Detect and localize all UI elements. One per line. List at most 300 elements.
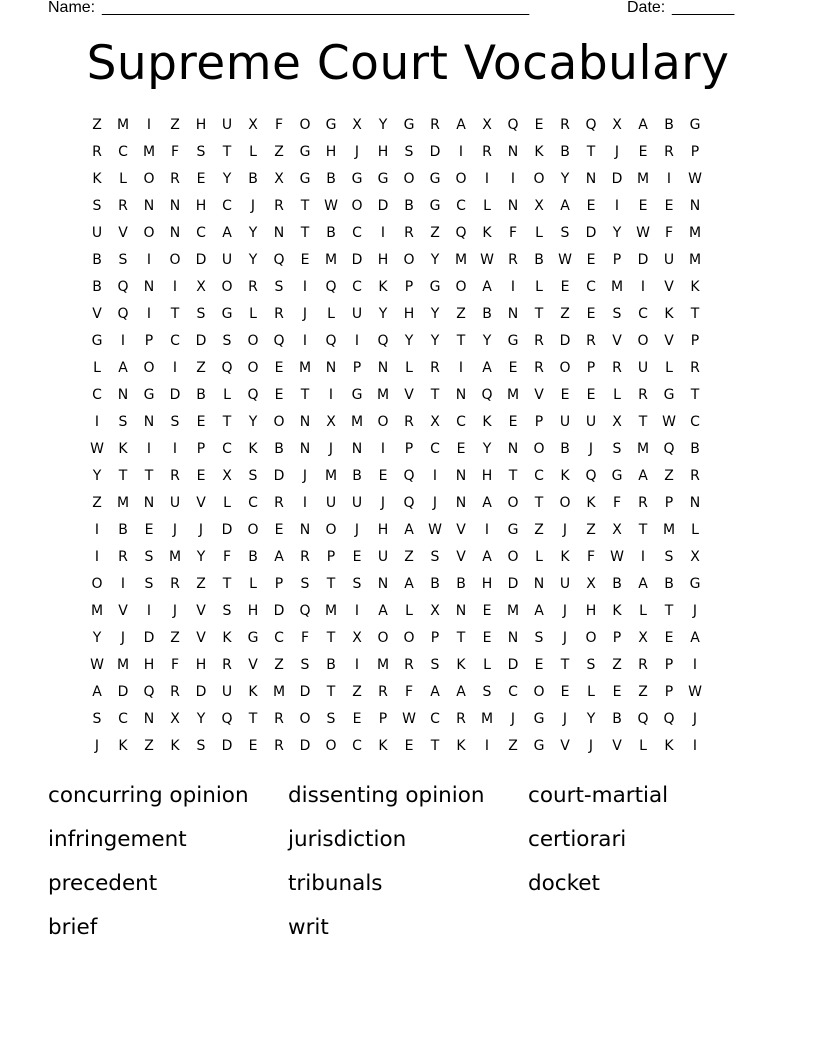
- grid-letter[interactable]: E: [144, 522, 154, 538]
- grid-letter[interactable]: L: [327, 306, 335, 322]
- grid-letter[interactable]: H: [195, 117, 207, 133]
- grid-letter[interactable]: U: [559, 414, 571, 430]
- grid-letter[interactable]: I: [640, 279, 646, 295]
- grid-letter[interactable]: P: [664, 495, 674, 511]
- grid-letter[interactable]: R: [118, 549, 128, 565]
- grid-letter[interactable]: T: [586, 144, 596, 160]
- grid-letter[interactable]: K: [612, 603, 622, 619]
- grid-letter[interactable]: N: [507, 441, 519, 457]
- grid-letter[interactable]: I: [302, 495, 308, 511]
- grid-letter[interactable]: V: [92, 306, 102, 322]
- grid-letter[interactable]: K: [248, 684, 258, 700]
- grid-letter[interactable]: X: [534, 198, 544, 214]
- grid-letter[interactable]: A: [638, 576, 648, 592]
- grid-letter[interactable]: R: [430, 360, 440, 376]
- grid-letter[interactable]: G: [689, 117, 701, 133]
- grid-letter[interactable]: V: [196, 495, 206, 511]
- grid-letter[interactable]: E: [664, 630, 674, 646]
- grid-letter[interactable]: Z: [144, 738, 154, 754]
- grid-letter[interactable]: I: [380, 225, 386, 241]
- grid-letter[interactable]: J: [510, 711, 516, 727]
- grid-letter[interactable]: M: [116, 495, 130, 511]
- grid-letter[interactable]: L: [483, 198, 491, 214]
- grid-letter[interactable]: M: [376, 387, 390, 403]
- grid-letter[interactable]: N: [507, 198, 519, 214]
- grid-letter[interactable]: B: [534, 252, 544, 268]
- grid-letter[interactable]: R: [664, 144, 674, 160]
- grid-letter[interactable]: Z: [456, 306, 466, 322]
- grid-letter[interactable]: L: [249, 306, 257, 322]
- grid-letter[interactable]: R: [586, 333, 596, 349]
- grid-letter[interactable]: B: [326, 225, 336, 241]
- grid-letter[interactable]: I: [94, 414, 100, 430]
- grid-letter[interactable]: M: [636, 441, 650, 457]
- grid-letter[interactable]: E: [482, 630, 492, 646]
- grid-letter[interactable]: E: [586, 198, 596, 214]
- grid-letter[interactable]: A: [560, 198, 570, 214]
- grid-letter[interactable]: P: [586, 360, 596, 376]
- grid-letter[interactable]: O: [455, 279, 467, 295]
- grid-letter[interactable]: S: [404, 144, 414, 160]
- grid-letter[interactable]: R: [534, 333, 544, 349]
- grid-letter[interactable]: I: [432, 468, 438, 484]
- grid-letter[interactable]: N: [299, 441, 311, 457]
- grid-letter[interactable]: P: [664, 684, 674, 700]
- grid-letter[interactable]: I: [94, 549, 100, 565]
- grid-letter[interactable]: E: [638, 198, 648, 214]
- grid-letter[interactable]: Z: [92, 495, 102, 511]
- grid-letter[interactable]: V: [118, 225, 128, 241]
- grid-letter[interactable]: P: [612, 252, 622, 268]
- grid-letter[interactable]: J: [380, 495, 386, 511]
- grid-letter[interactable]: U: [221, 117, 233, 133]
- grid-letter[interactable]: Z: [92, 117, 102, 133]
- grid-letter[interactable]: Y: [196, 711, 206, 727]
- grid-letter[interactable]: A: [222, 225, 232, 241]
- grid-letter[interactable]: W: [90, 657, 104, 673]
- grid-letter[interactable]: C: [196, 225, 206, 241]
- grid-letter[interactable]: M: [636, 171, 650, 187]
- grid-letter[interactable]: I: [146, 252, 152, 268]
- grid-letter[interactable]: R: [690, 468, 700, 484]
- grid-letter[interactable]: E: [300, 252, 310, 268]
- grid-letter[interactable]: W: [636, 225, 650, 241]
- grid-letter[interactable]: F: [508, 225, 518, 241]
- grid-letter[interactable]: C: [118, 144, 128, 160]
- grid-letter[interactable]: U: [91, 225, 103, 241]
- grid-letter[interactable]: V: [404, 387, 414, 403]
- grid-letter[interactable]: J: [562, 711, 568, 727]
- grid-letter[interactable]: O: [403, 252, 415, 268]
- grid-letter[interactable]: O: [377, 630, 389, 646]
- grid-letter[interactable]: M: [506, 603, 520, 619]
- grid-letter[interactable]: F: [664, 225, 674, 241]
- grid-letter[interactable]: F: [586, 549, 596, 565]
- grid-letter[interactable]: N: [117, 387, 129, 403]
- grid-letter[interactable]: E: [274, 522, 284, 538]
- grid-letter[interactable]: U: [325, 495, 337, 511]
- grid-letter[interactable]: T: [300, 225, 310, 241]
- grid-letter[interactable]: I: [146, 441, 152, 457]
- grid-letter[interactable]: G: [533, 738, 545, 754]
- grid-letter[interactable]: Z: [196, 576, 206, 592]
- grid-letter[interactable]: T: [326, 684, 336, 700]
- grid-letter[interactable]: O: [247, 360, 259, 376]
- grid-letter[interactable]: C: [508, 684, 518, 700]
- grid-letter[interactable]: C: [638, 306, 648, 322]
- grid-letter[interactable]: D: [611, 171, 623, 187]
- grid-letter[interactable]: S: [144, 576, 154, 592]
- grid-letter[interactable]: E: [560, 387, 570, 403]
- grid-letter[interactable]: Z: [664, 468, 674, 484]
- grid-letter[interactable]: Q: [507, 117, 519, 133]
- grid-letter[interactable]: S: [612, 306, 622, 322]
- grid-letter[interactable]: M: [506, 387, 520, 403]
- grid-letter[interactable]: Y: [222, 171, 232, 187]
- grid-letter[interactable]: R: [638, 387, 648, 403]
- grid-letter[interactable]: E: [352, 549, 362, 565]
- grid-letter[interactable]: G: [299, 144, 311, 160]
- grid-letter[interactable]: T: [300, 387, 310, 403]
- grid-letter[interactable]: Z: [638, 684, 648, 700]
- grid-letter[interactable]: E: [508, 360, 518, 376]
- grid-letter[interactable]: S: [196, 144, 206, 160]
- date-blank-line[interactable]: _______: [672, 0, 735, 16]
- grid-letter[interactable]: Z: [274, 144, 284, 160]
- grid-letter[interactable]: Q: [117, 279, 129, 295]
- grid-letter[interactable]: N: [507, 306, 519, 322]
- grid-letter[interactable]: Z: [508, 738, 518, 754]
- grid-letter[interactable]: E: [274, 387, 284, 403]
- grid-letter[interactable]: I: [484, 738, 490, 754]
- grid-letter[interactable]: V: [664, 333, 674, 349]
- grid-letter[interactable]: M: [116, 657, 130, 673]
- grid-letter[interactable]: C: [352, 279, 362, 295]
- grid-letter[interactable]: T: [456, 333, 466, 349]
- grid-letter[interactable]: G: [351, 171, 363, 187]
- grid-letter[interactable]: G: [611, 468, 623, 484]
- grid-letter[interactable]: F: [404, 684, 414, 700]
- grid-letter[interactable]: X: [586, 576, 596, 592]
- grid-letter[interactable]: Q: [455, 225, 467, 241]
- grid-letter[interactable]: E: [586, 252, 596, 268]
- grid-letter[interactable]: Y: [560, 171, 570, 187]
- grid-letter[interactable]: L: [223, 495, 231, 511]
- grid-letter[interactable]: G: [351, 387, 363, 403]
- grid-letter[interactable]: F: [612, 495, 622, 511]
- grid-letter[interactable]: P: [404, 441, 414, 457]
- grid-letter[interactable]: I: [172, 279, 178, 295]
- grid-letter[interactable]: B: [612, 576, 622, 592]
- grid-letter[interactable]: X: [638, 630, 648, 646]
- grid-letter[interactable]: B: [196, 387, 206, 403]
- grid-letter[interactable]: G: [299, 171, 311, 187]
- grid-letter[interactable]: Q: [481, 387, 493, 403]
- grid-letter[interactable]: A: [92, 684, 102, 700]
- grid-letter[interactable]: L: [223, 387, 231, 403]
- grid-letter[interactable]: T: [144, 468, 154, 484]
- grid-letter[interactable]: R: [482, 144, 492, 160]
- grid-letter[interactable]: D: [143, 630, 155, 646]
- grid-letter[interactable]: E: [482, 603, 492, 619]
- grid-letter[interactable]: I: [172, 360, 178, 376]
- grid-letter[interactable]: W: [688, 684, 702, 700]
- grid-letter[interactable]: O: [377, 414, 389, 430]
- grid-letter[interactable]: A: [482, 495, 492, 511]
- grid-letter[interactable]: C: [92, 387, 102, 403]
- grid-letter[interactable]: L: [483, 657, 491, 673]
- grid-letter[interactable]: K: [378, 738, 388, 754]
- grid-letter[interactable]: G: [429, 279, 441, 295]
- grid-letter[interactable]: C: [248, 495, 258, 511]
- grid-letter[interactable]: J: [588, 738, 594, 754]
- grid-letter[interactable]: L: [639, 603, 647, 619]
- grid-letter[interactable]: T: [638, 522, 648, 538]
- grid-letter[interactable]: T: [690, 306, 700, 322]
- grid-letter[interactable]: V: [118, 603, 128, 619]
- grid-letter[interactable]: X: [170, 711, 180, 727]
- grid-letter[interactable]: V: [196, 630, 206, 646]
- grid-letter[interactable]: M: [324, 468, 338, 484]
- grid-letter[interactable]: M: [480, 711, 494, 727]
- grid-letter[interactable]: R: [274, 711, 284, 727]
- grid-letter[interactable]: V: [560, 738, 570, 754]
- grid-letter[interactable]: S: [170, 414, 180, 430]
- grid-letter[interactable]: A: [638, 468, 648, 484]
- grid-letter[interactable]: A: [690, 630, 700, 646]
- grid-letter[interactable]: P: [690, 144, 700, 160]
- grid-letter[interactable]: M: [350, 414, 364, 430]
- grid-letter[interactable]: G: [91, 333, 103, 349]
- grid-letter[interactable]: B: [92, 252, 102, 268]
- grid-letter[interactable]: E: [508, 414, 518, 430]
- grid-letter[interactable]: Z: [586, 522, 596, 538]
- grid-letter[interactable]: D: [559, 333, 571, 349]
- grid-letter[interactable]: I: [354, 657, 360, 673]
- grid-letter[interactable]: A: [404, 576, 414, 592]
- grid-letter[interactable]: K: [560, 468, 570, 484]
- grid-letter[interactable]: Z: [274, 657, 284, 673]
- grid-letter[interactable]: T: [222, 144, 232, 160]
- grid-letter[interactable]: A: [482, 549, 492, 565]
- grid-letter[interactable]: W: [324, 198, 338, 214]
- grid-letter[interactable]: Q: [377, 333, 389, 349]
- grid-letter[interactable]: R: [274, 495, 284, 511]
- grid-letter[interactable]: G: [689, 576, 701, 592]
- grid-letter[interactable]: C: [274, 630, 284, 646]
- grid-letter[interactable]: I: [172, 441, 178, 457]
- grid-letter[interactable]: N: [351, 441, 363, 457]
- grid-letter[interactable]: S: [144, 549, 154, 565]
- grid-letter[interactable]: Y: [586, 711, 596, 727]
- grid-letter[interactable]: T: [248, 711, 258, 727]
- grid-letter[interactable]: D: [377, 198, 389, 214]
- grid-letter[interactable]: I: [510, 279, 516, 295]
- grid-letter[interactable]: C: [222, 441, 232, 457]
- grid-letter[interactable]: X: [248, 117, 258, 133]
- grid-letter[interactable]: R: [404, 225, 414, 241]
- grid-letter[interactable]: A: [534, 603, 544, 619]
- grid-letter[interactable]: H: [377, 144, 389, 160]
- grid-letter[interactable]: Y: [482, 333, 492, 349]
- grid-letter[interactable]: Y: [378, 306, 388, 322]
- grid-letter[interactable]: W: [480, 252, 494, 268]
- grid-letter[interactable]: Q: [663, 441, 675, 457]
- grid-letter[interactable]: T: [430, 387, 440, 403]
- grid-letter[interactable]: D: [195, 333, 207, 349]
- grid-letter[interactable]: E: [612, 684, 622, 700]
- grid-letter[interactable]: V: [456, 522, 466, 538]
- grid-letter[interactable]: L: [587, 684, 595, 700]
- grid-letter[interactable]: P: [144, 333, 154, 349]
- grid-letter[interactable]: E: [404, 738, 414, 754]
- grid-letter[interactable]: G: [507, 333, 519, 349]
- grid-letter[interactable]: B: [248, 549, 258, 565]
- grid-letter[interactable]: Q: [117, 306, 129, 322]
- grid-letter[interactable]: Q: [403, 468, 415, 484]
- grid-letter[interactable]: G: [429, 198, 441, 214]
- grid-letter[interactable]: N: [507, 144, 519, 160]
- word-search-grid[interactable]: [84, 112, 734, 760]
- grid-letter[interactable]: N: [299, 414, 311, 430]
- grid-letter[interactable]: K: [118, 441, 128, 457]
- grid-letter[interactable]: D: [299, 738, 311, 754]
- grid-letter[interactable]: K: [378, 279, 388, 295]
- grid-letter[interactable]: V: [196, 603, 206, 619]
- grid-letter[interactable]: E: [196, 171, 206, 187]
- grid-letter[interactable]: G: [533, 711, 545, 727]
- grid-letter[interactable]: N: [143, 414, 155, 430]
- grid-letter[interactable]: N: [507, 630, 519, 646]
- grid-letter[interactable]: E: [274, 360, 284, 376]
- grid-letter[interactable]: L: [249, 144, 257, 160]
- grid-letter[interactable]: Q: [325, 279, 337, 295]
- grid-letter[interactable]: T: [534, 495, 544, 511]
- grid-letter[interactable]: I: [458, 360, 464, 376]
- grid-letter[interactable]: D: [299, 684, 311, 700]
- grid-letter[interactable]: E: [664, 198, 674, 214]
- grid-letter[interactable]: T: [664, 603, 674, 619]
- grid-letter[interactable]: V: [612, 738, 622, 754]
- grid-letter[interactable]: K: [690, 279, 700, 295]
- grid-letter[interactable]: R: [274, 738, 284, 754]
- grid-letter[interactable]: R: [300, 549, 310, 565]
- grid-letter[interactable]: R: [274, 198, 284, 214]
- grid-letter[interactable]: K: [482, 414, 492, 430]
- grid-letter[interactable]: R: [456, 711, 466, 727]
- grid-letter[interactable]: Z: [170, 630, 180, 646]
- grid-letter[interactable]: S: [248, 468, 258, 484]
- grid-letter[interactable]: D: [351, 252, 363, 268]
- grid-letter[interactable]: F: [170, 144, 180, 160]
- grid-letter[interactable]: Z: [430, 225, 440, 241]
- grid-letter[interactable]: Z: [170, 117, 180, 133]
- grid-letter[interactable]: X: [222, 468, 232, 484]
- grid-letter[interactable]: T: [326, 630, 336, 646]
- grid-letter[interactable]: W: [610, 549, 624, 565]
- grid-letter[interactable]: U: [169, 495, 181, 511]
- grid-letter[interactable]: B: [274, 441, 284, 457]
- grid-letter[interactable]: H: [403, 306, 415, 322]
- grid-letter[interactable]: R: [222, 657, 232, 673]
- grid-letter[interactable]: W: [402, 711, 416, 727]
- grid-letter[interactable]: M: [454, 252, 468, 268]
- grid-letter[interactable]: K: [586, 495, 596, 511]
- grid-letter[interactable]: M: [142, 144, 156, 160]
- grid-letter[interactable]: G: [247, 630, 259, 646]
- grid-letter[interactable]: Y: [248, 414, 258, 430]
- grid-letter[interactable]: S: [196, 306, 206, 322]
- grid-letter[interactable]: O: [403, 171, 415, 187]
- grid-letter[interactable]: D: [169, 387, 181, 403]
- grid-letter[interactable]: N: [377, 576, 389, 592]
- grid-letter[interactable]: R: [404, 657, 414, 673]
- grid-letter[interactable]: V: [534, 387, 544, 403]
- grid-letter[interactable]: J: [328, 441, 334, 457]
- grid-letter[interactable]: I: [146, 603, 152, 619]
- grid-letter[interactable]: K: [482, 225, 492, 241]
- grid-letter[interactable]: B: [482, 306, 492, 322]
- grid-letter[interactable]: M: [168, 549, 182, 565]
- grid-letter[interactable]: O: [455, 171, 467, 187]
- grid-letter[interactable]: F: [300, 630, 310, 646]
- grid-letter[interactable]: S: [92, 711, 102, 727]
- grid-letter[interactable]: M: [376, 657, 390, 673]
- grid-letter[interactable]: N: [533, 576, 545, 592]
- grid-letter[interactable]: O: [637, 333, 649, 349]
- grid-letter[interactable]: M: [116, 117, 130, 133]
- grid-letter[interactable]: T: [326, 576, 336, 592]
- grid-letter[interactable]: C: [170, 333, 180, 349]
- grid-letter[interactable]: C: [430, 711, 440, 727]
- grid-letter[interactable]: S: [300, 657, 310, 673]
- grid-letter[interactable]: R: [248, 279, 258, 295]
- grid-letter[interactable]: S: [92, 198, 102, 214]
- grid-letter[interactable]: U: [559, 576, 571, 592]
- grid-letter[interactable]: K: [118, 738, 128, 754]
- grid-letter[interactable]: X: [326, 414, 336, 430]
- grid-letter[interactable]: J: [250, 198, 256, 214]
- grid-letter[interactable]: S: [352, 576, 362, 592]
- grid-letter[interactable]: S: [664, 549, 674, 565]
- grid-letter[interactable]: N: [169, 225, 181, 241]
- grid-letter[interactable]: E: [560, 279, 570, 295]
- grid-letter[interactable]: T: [170, 306, 180, 322]
- grid-letter[interactable]: X: [352, 630, 362, 646]
- grid-letter[interactable]: W: [662, 414, 676, 430]
- name-blank-line[interactable]: ________________________________________________: [102, 0, 530, 16]
- grid-letter[interactable]: C: [222, 198, 232, 214]
- grid-letter[interactable]: H: [481, 576, 493, 592]
- grid-letter[interactable]: I: [692, 657, 698, 673]
- grid-letter[interactable]: M: [90, 603, 104, 619]
- grid-letter[interactable]: J: [172, 522, 178, 538]
- grid-letter[interactable]: N: [585, 171, 597, 187]
- grid-letter[interactable]: K: [560, 549, 570, 565]
- grid-letter[interactable]: G: [143, 387, 155, 403]
- grid-letter[interactable]: J: [562, 603, 568, 619]
- grid-letter[interactable]: I: [666, 171, 672, 187]
- grid-letter[interactable]: H: [325, 144, 337, 160]
- grid-letter[interactable]: T: [560, 657, 570, 673]
- grid-letter[interactable]: J: [562, 630, 568, 646]
- grid-letter[interactable]: A: [456, 117, 466, 133]
- grid-letter[interactable]: I: [484, 171, 490, 187]
- grid-letter[interactable]: E: [586, 306, 596, 322]
- grid-letter[interactable]: O: [533, 171, 545, 187]
- grid-letter[interactable]: N: [455, 468, 467, 484]
- grid-letter[interactable]: U: [351, 495, 363, 511]
